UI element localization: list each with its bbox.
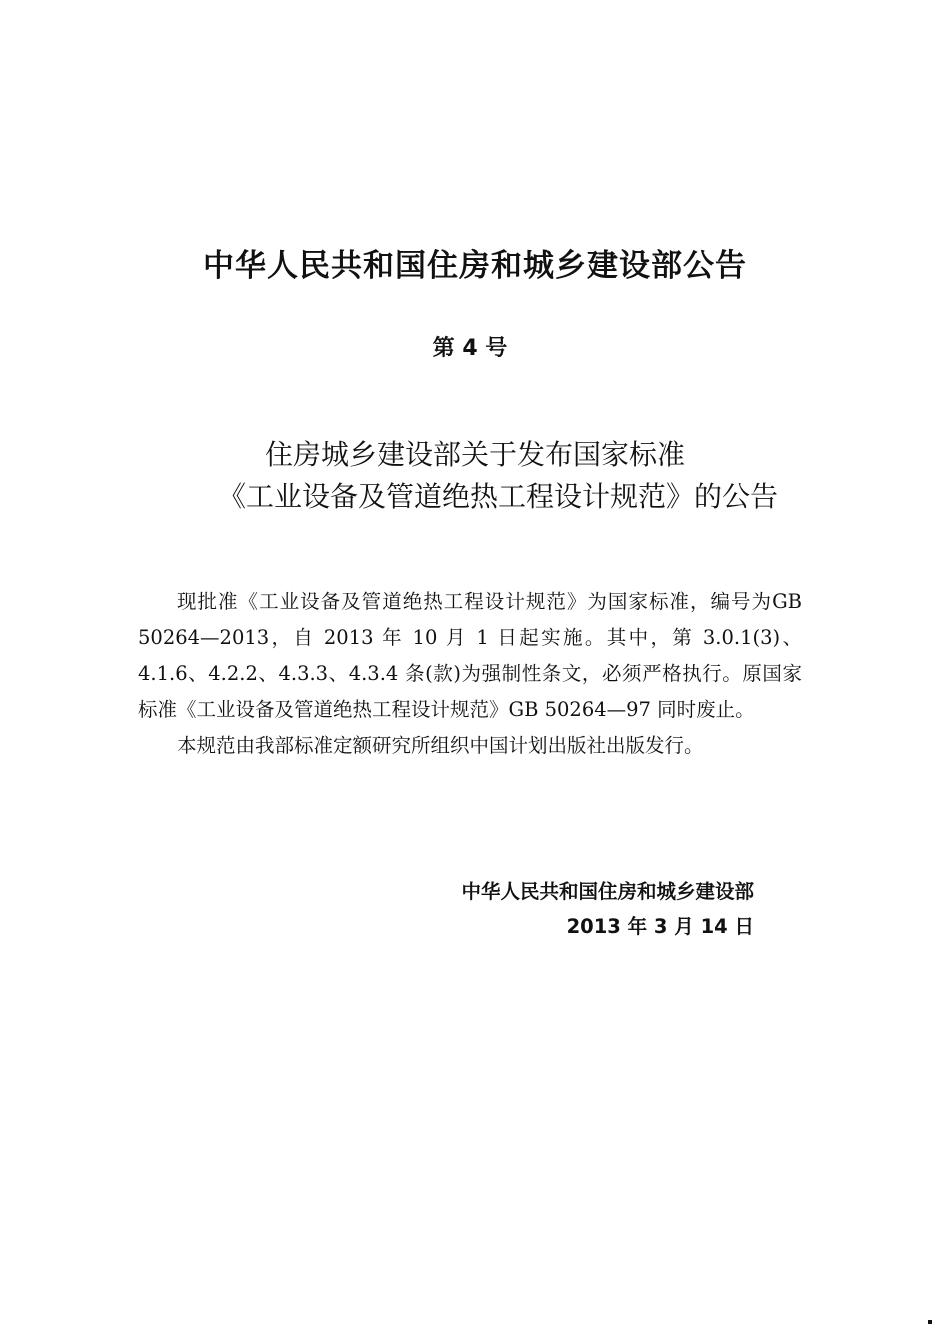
signature-block — [461, 874, 754, 944]
announcement-body — [138, 584, 802, 764]
scan-dot-mark — [928, 1320, 932, 1324]
signature-organization: 中华人民共和国住房和城乡建设部 — [461, 880, 754, 903]
announcement-number: 第 4 号 — [432, 336, 508, 361]
subtitle-line-2: 《工业设备及管道绝热工程设计规范》的公告 — [217, 480, 778, 513]
issuer-title: 中华人民共和国住房和城乡建设部公告 — [203, 248, 747, 284]
signature-date: 2013 年 3 月 14 日 — [566, 915, 754, 938]
body-paragraph-1: 现批准《工业设备及管道绝热工程设计规范》为国家标准，编号为GB 50264—2013，自 2013 年 10 月 1 日起实施。其中，第 3.0.1(3)、4.1.6、4.2.2、4.3.3、4.3.4 条(款)为强制性条文，必须严格执行。原国家标准《工业设备及管道绝热工程设计规范》GB 50264—97 同时废止。 — [138, 590, 802, 721]
body-paragraph-2: 本规范由我部标准定额研究所组织中国计划出版社出版发行。 — [177, 734, 704, 757]
announcement-subtitle — [0, 434, 950, 518]
subtitle-line-1: 住房城乡建设部关于发布国家标准 — [264, 438, 685, 471]
